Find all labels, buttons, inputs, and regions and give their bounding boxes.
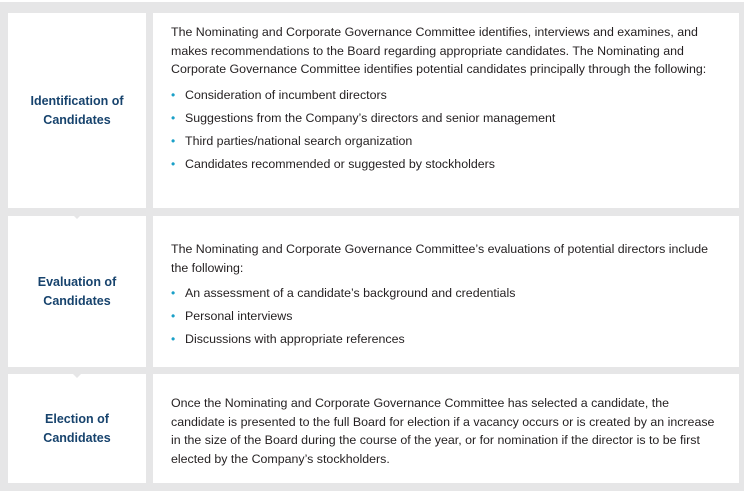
down-arrow-icon <box>66 367 88 378</box>
bullet-icon: • <box>171 332 176 347</box>
list-item: • Consideration of incumbent directors <box>171 86 723 105</box>
row-label-evaluation <box>8 216 146 367</box>
row-label-identification-text: Identification of Candidates <box>30 93 124 127</box>
evaluation-intro: The Nominating and Corporate Governance Committee’s evaluations of potential directors include the following: <box>171 242 708 275</box>
bullet-icon: • <box>171 309 176 324</box>
identification-bullet-list <box>171 86 723 174</box>
election-text: Once the Nominating and Corporate Governance Committee has selected a candidate, the candidate is presented to the full Board for election if a vacancy occurs or is created by an increase in the size of the Board during the course of the year, or for nomination if the director is to be first elected by the Company’s stockholders. <box>171 396 715 466</box>
list-item: • An assessment of a candidate’s background and credentials <box>171 284 723 303</box>
row-label-evaluation-text: Evaluation of Candidates <box>37 274 117 308</box>
list-item: • Discussions with appropriate references <box>171 330 723 349</box>
list-item: • Suggestions from the Company’s directors and senior management <box>171 109 723 128</box>
row-content-identification <box>153 13 739 208</box>
process-table <box>0 2 744 491</box>
row-content-evaluation <box>153 216 739 367</box>
bullet-icon: • <box>171 286 176 300</box>
list-item: • Third parties/national search organization <box>171 132 723 151</box>
bullet-icon: • <box>171 133 176 148</box>
identification-intro: The Nominating and Corporate Governance Committee identifies, interviews and examines, and makes recommendations to the Board regarding appropriate candidates. The Nominating and Corporate Governance Committee identifies potential candidates principally through the following: <box>171 25 707 76</box>
row-label-election <box>8 374 146 483</box>
row-content-election <box>153 374 739 483</box>
bullet-icon: • <box>171 110 176 125</box>
list-item: • Personal interviews <box>171 307 723 326</box>
down-arrow-icon <box>66 208 88 219</box>
list-item: • Candidates recommended or suggested by stockholders <box>171 155 723 174</box>
evaluation-bullet-list <box>171 284 723 349</box>
bullet-icon: • <box>171 87 176 102</box>
row-label-identification <box>8 13 146 208</box>
bullet-icon: • <box>171 156 176 171</box>
row-label-election-text: Election of Candidates <box>43 411 111 445</box>
